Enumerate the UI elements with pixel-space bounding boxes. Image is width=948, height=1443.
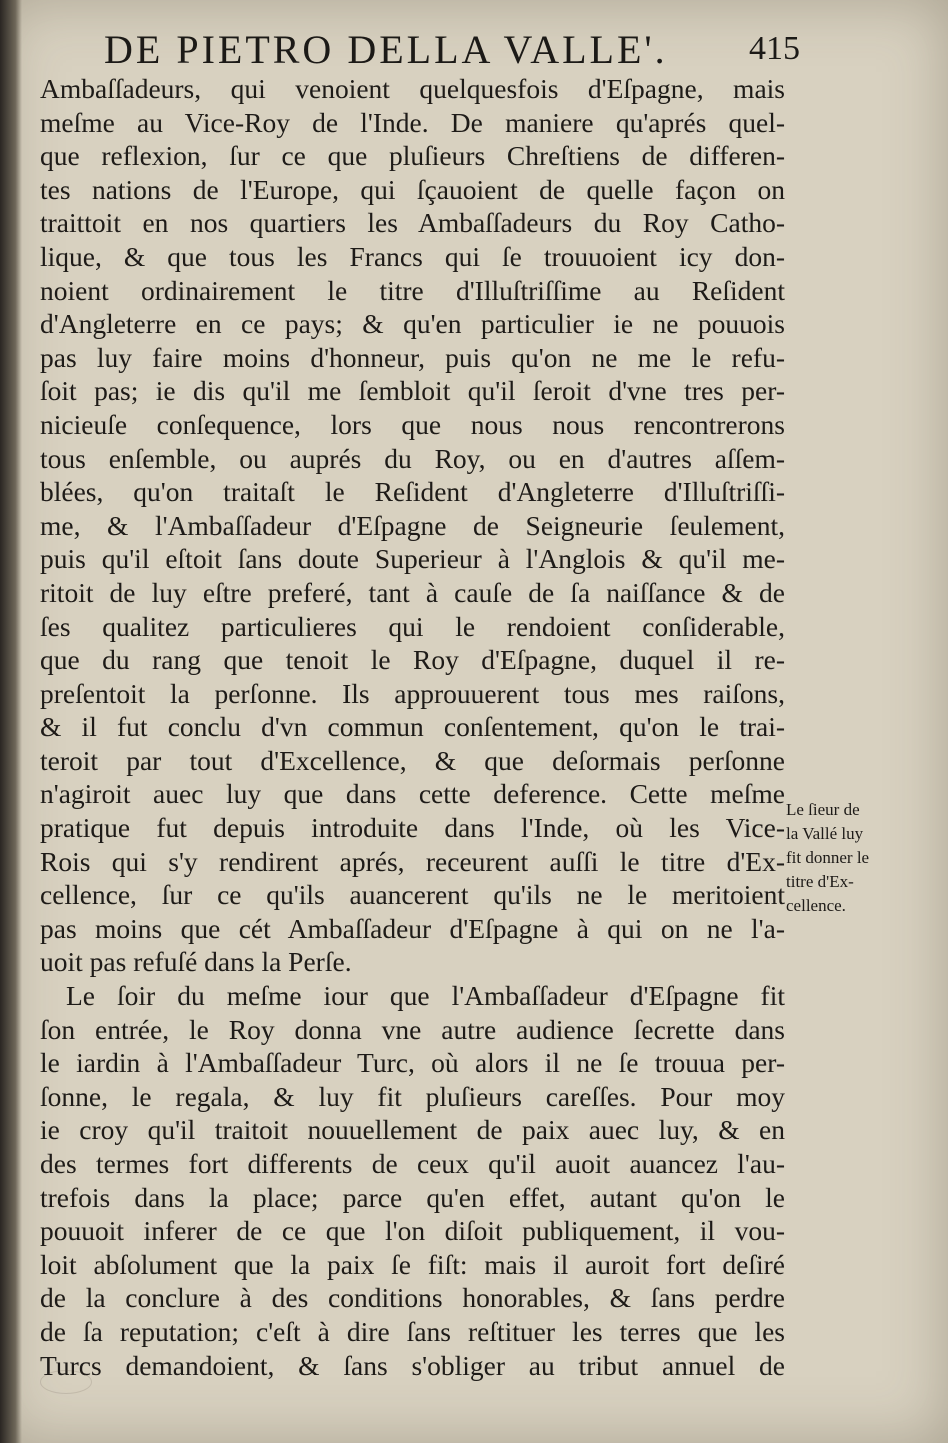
text-line: pratique fut depuis introduite dans l'Inde, où les Vice-	[40, 812, 785, 844]
text-line: nicieuſe conſequence, lors que nous nous rencontrerons	[40, 408, 785, 440]
text-line: Le ſoir du meſme iour que l'Ambaſſadeur d'Eſpagne fit	[66, 980, 785, 1012]
text-line: lique, & que tous les Francs qui ſe trouuoient icy don-	[40, 240, 785, 272]
page-header	[40, 26, 800, 76]
text-line: ſonne, le regala, & luy fit pluſieurs careſſes. Pour moy	[40, 1080, 785, 1112]
page-gutter-shadow	[0, 0, 22, 1443]
text-line: Rois qui s'y rendirent aprés, receurent auſſi le titre d'Ex-	[40, 845, 785, 877]
text-line: ritoit de luy eſtre preferé, tant à cauſe de ſa naiſſance & de	[40, 576, 785, 608]
text-line: me, & l'Ambaſſadeur d'Eſpagne de Seigneurie ſeulement,	[40, 509, 785, 541]
text-line: d'Angleterre en ce pays; & qu'en particulier ie ne pouuois	[40, 308, 785, 340]
text-line: traittoit en nos quartiers les Ambaſſadeurs du Roy Catho-	[40, 207, 785, 239]
text-line: tes nations de l'Europe, qui ſçauoient de quelle façon on	[40, 173, 785, 205]
margin-note	[786, 798, 906, 918]
text-line: n'agiroit auec luy que dans cette deference. Cette meſme	[40, 778, 785, 810]
margin-note-line: Le ſieur de	[786, 800, 860, 819]
margin-note-line: la Vallé luy	[786, 824, 864, 843]
text-line: Ambaſſadeurs, qui venoient quelquesfois d'Eſpagne, mais	[40, 73, 785, 104]
text-line: de la conclure à des conditions honorables, & ſans perdre	[40, 1282, 785, 1314]
text-line: uoit pas refuſé dans la Perſe.	[40, 946, 352, 978]
text-line: & il fut conclu d'vn commun conſentement, qu'on le trai-	[40, 711, 785, 743]
text-line: cellence, ſur ce qu'ils auancerent qu'ils ne le meritoient	[40, 879, 785, 911]
margin-note-line: fit donner le	[786, 848, 870, 867]
text-line: trefois dans la place; parce qu'en effet, autant qu'on le	[40, 1181, 785, 1213]
text-line: puis qu'il eſtoit ſans doute Superieur à l'Anglois & qu'il me-	[40, 543, 785, 575]
body-text	[40, 72, 785, 1382]
text-line: pas luy faire moins d'honneur, puis qu'on ne me le refu-	[40, 341, 785, 373]
text-line: meſme au Vice-Roy de l'Inde. De maniere qu'aprés quel-	[40, 106, 785, 138]
running-head: DE PIETRO DELLA VALLE'.	[104, 27, 668, 72]
bleed-through-mark	[40, 1370, 92, 1394]
text-line: ſon entrée, le Roy donna vne autre audience ſecrette dans	[40, 1013, 785, 1045]
text-line: blées, qu'on traitaſt le Reſident d'Angleterre d'Illuſtriſſi-	[40, 476, 785, 508]
page-number: 415	[749, 30, 800, 67]
text-line: preſentoit la perſonne. Ils approuuerent tous mes raiſons,	[40, 677, 785, 709]
text-line: ie croy qu'il traitoit nouuellement de paix auec luy, & en	[40, 1114, 785, 1146]
text-line: teroit par tout d'Excellence, & que deſormais perſonne	[40, 744, 785, 776]
text-line: le iardin à l'Ambaſſadeur Turc, où alors il ne ſe trouua per-	[40, 1047, 785, 1079]
text-line: ſes qualitez particulieres qui le rendoient conſiderable,	[40, 610, 785, 642]
text-line: ſoit pas; ie dis qu'il me ſembloit qu'il ſeroit d'vne tres per-	[40, 375, 785, 407]
text-line: loit abſolument que la paix ſe fiſt: mais il auroit fort deſiré	[40, 1248, 785, 1280]
text-line: pouuoit inferer de ce que l'on diſoit publiquement, il vou-	[40, 1215, 785, 1247]
text-line: que du rang que tenoit le Roy d'Eſpagne, duquel il re-	[40, 644, 785, 676]
text-line: que reflexion, ſur ce que pluſieurs Chreſtiens de differen-	[40, 140, 785, 172]
text-line: tous enſemble, ou auprés du Roy, ou en d'autres aſſem-	[40, 442, 785, 474]
text-line: de ſa reputation; c'eſt à dire ſans reſtituer les terres que les	[40, 1315, 785, 1347]
text-line: noient ordinairement le titre d'Illuſtriſſime au Reſident	[40, 274, 785, 306]
margin-note-line: titre d'Ex-	[786, 872, 854, 891]
text-line: pas moins que cét Ambaſſadeur d'Eſpagne à qui on ne l'a-	[40, 912, 785, 944]
text-line: des termes fort differents de ceux qu'il auoit auancez l'au-	[40, 1148, 785, 1179]
text-line: Turcs demandoient, & ſans s'obliger au tribut annuel de	[40, 1349, 785, 1381]
margin-note-line: cellence.	[786, 896, 846, 915]
